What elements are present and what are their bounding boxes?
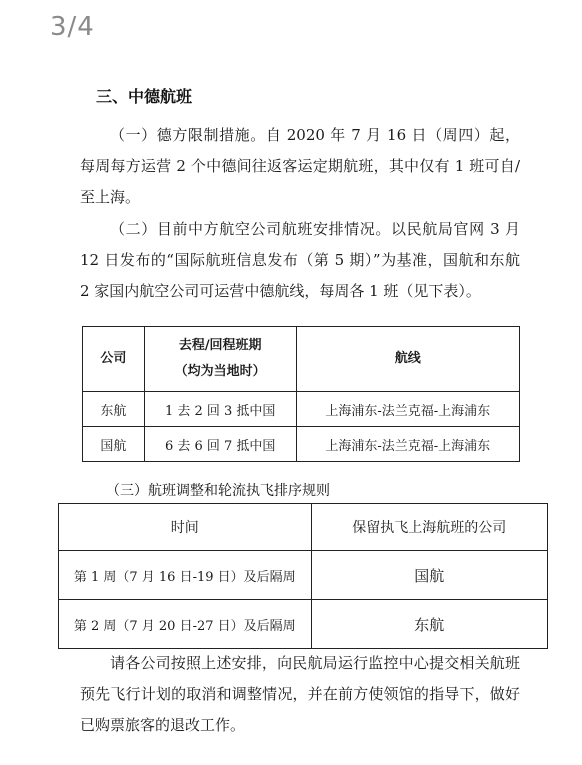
cell-company: 国航 [311, 551, 548, 600]
header-retained-company: 保留执飞上海航班的公司 [311, 504, 548, 551]
cell-period: 第 1 周（7 月 16 日-19 日）及后隔周 [59, 551, 312, 600]
header-route: 航线 [296, 327, 519, 392]
section-title: 三、中德航班 [96, 87, 193, 106]
paragraph-instructions: 请各公司按照上述安排，向民航局运行监控中心提交相关航班预先飞行计划的取消和调整情况，并在前方使领馆的指导下，做好已购票旅客的退改工作。 [80, 654, 520, 734]
paragraph-germany-restrictions: （一）德方限制措施。自 2020 年 7 月 16 日（周四）起，每周每方运营 2 个中德间往返客运定期航班，其中仅有 1 班可自/至上海。 [80, 126, 520, 206]
cell-company: 东航 [311, 600, 548, 649]
cell-schedule: 6 去 6 回 7 抵中国 [144, 427, 296, 462]
header-schedule [144, 327, 296, 392]
cell-schedule: 1 去 2 回 3 抵中国 [144, 392, 296, 427]
header-schedule-line1: 去程/回程班期 [178, 338, 262, 353]
cell-company: 东航 [83, 392, 145, 427]
page-indicator: 3/4 [50, 12, 95, 42]
table-header-row [83, 327, 520, 392]
table-row [59, 600, 548, 649]
paragraph-chinese-airlines: （二）目前中方航空公司航班安排情况。以民航局官网 3 月 12 日发布的“国际航班信息发布（第 5 期）”为基准，国航和东航 2 家国内航空公司可运营中德航线，每周各 1 班（见下表）。 [80, 220, 520, 300]
cell-company: 国航 [83, 427, 145, 462]
table-row [83, 392, 520, 427]
cell-period: 第 2 周（7 月 20 日-27 日）及后隔周 [59, 600, 312, 649]
table-row [83, 427, 520, 462]
rotation-table [58, 503, 548, 649]
subsection-title: （三）航班调整和轮流执飞排序规则 [106, 483, 330, 499]
header-schedule-line2: （均为当地时） [174, 364, 266, 379]
header-time: 时间 [59, 504, 312, 551]
cell-route: 上海浦东-法兰克福-上海浦东 [296, 427, 519, 462]
cell-route: 上海浦东-法兰克福-上海浦东 [296, 392, 519, 427]
table-row [59, 551, 548, 600]
header-company: 公司 [83, 327, 145, 392]
table-header-row [59, 504, 548, 551]
airline-schedule-table [82, 326, 520, 462]
